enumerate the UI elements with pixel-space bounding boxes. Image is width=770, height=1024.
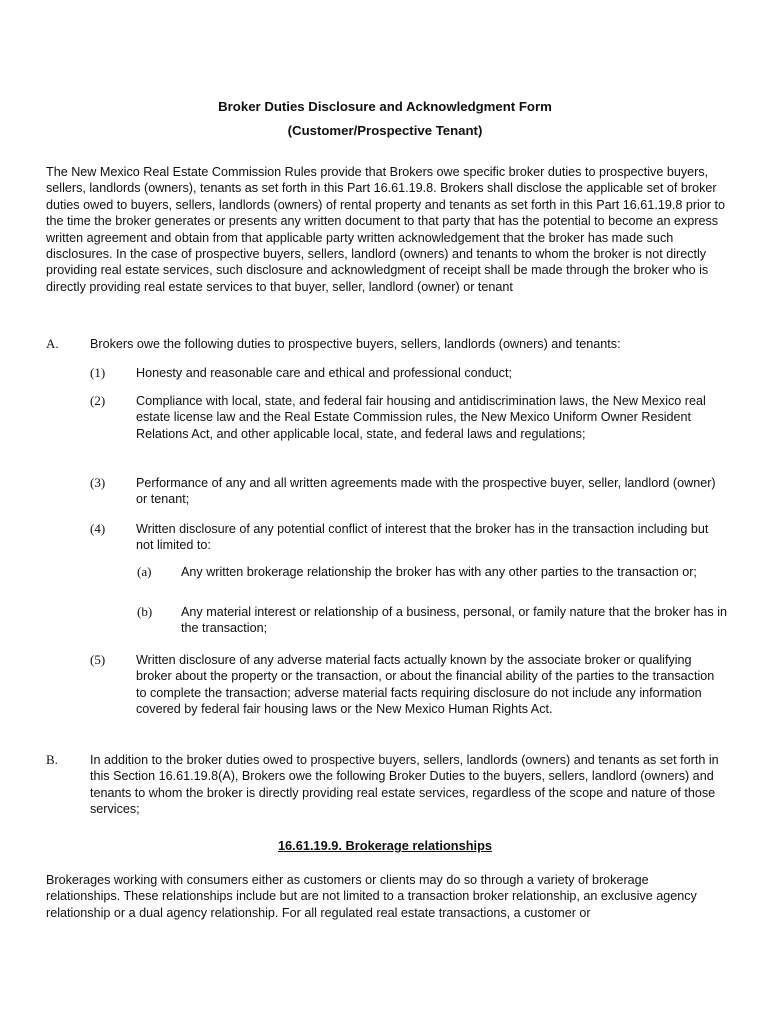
item-4-text: Written disclosure of any potential conflict of interest that the broker has in the transaction including but not limited to: — [136, 522, 709, 553]
item-1-text: Honesty and reasonable care and ethical and professional conduct; — [136, 366, 512, 380]
section-a-marker: A. — [46, 336, 59, 351]
section-b-marker: B. — [46, 752, 58, 767]
item-2-text: Compliance with local, state, and federal fair housing and antidiscrimination laws, the New Mexico real estate license law and the Real Estate Commission rules, the New Mexico Uniform Owner Resident Relations Act, and other applicable local, state, and federal laws and regulations; — [136, 394, 706, 441]
form-title: Broker Duties Disclosure and Acknowledgment Form — [218, 99, 552, 114]
sub-item-b-marker: (b) — [137, 604, 153, 619]
closing-paragraph: Brokerages working with consumers either as customers or clients may do so through a variety of brokerage relationships. These relationships include but are not limited to a transaction broker relationship, an exclusive agency relationship or a dual agency relationship. For all regulated real estate transactions, a customer or — [46, 873, 697, 920]
item-3-marker: (3) — [90, 475, 106, 490]
section-b-text: In addition to the broker duties owed to prospective buyers, sellers, landlords (owners) and tenants as set forth in this Section 16.61.19.8(A), Brokers owe the following Broker Duties to the buyers, sellers, landlord (owners) and tenants to whom the broker is directly providing real estate services, regardless of the scope and nature of those services; — [90, 753, 719, 817]
sub-item-a-text: Any written brokerage relationship the broker has with any other parties to the transaction or; — [181, 565, 697, 579]
section-a-text: Brokers owe the following duties to prospective buyers, sellers, landlords (owners) and tenants: — [90, 337, 621, 351]
sub-item-b-text: Any material interest or relationship of a business, personal, or family nature that the broker has in the transaction; — [181, 605, 728, 636]
item-2-marker: (2) — [90, 393, 106, 408]
item-5-marker: (5) — [90, 652, 106, 667]
item-4-marker: (4) — [90, 521, 106, 536]
intro-paragraph: The New Mexico Real Estate Commission Rules provide that Brokers owe specific broker duties to prospective buyers, sellers, landlords (owners), tenants as set forth in this Part 16.61.19.8. Brokers shall disclose the applicable set of broker duties owed to buyers, sellers, landlords (owners) of rental property and tenants as set forth in this Part 16.61.19.8 prior to the time the broker generates or presents any written document to that party that has the potential to become an express written agreement and obtain from that applicable party written acknowledgement that the broker has made such disclosures. In the case of prospective buyers, sellers, landlord (owners) and tenants to whom the broker is not directly providing real estate services, such disclosure and acknowledgment of receipt shall be made through the broker who is directly providing real estate services to that buyer, seller, landlord (owner) or tenant — [46, 165, 726, 294]
form-subtitle: (Customer/Prospective Tenant) — [287, 123, 483, 138]
item-1-marker: (1) — [90, 365, 106, 380]
section-heading: 16.61.19.9. Brokerage relationships — [277, 838, 493, 853]
item-3-text: Performance of any and all written agreements made with the prospective buyer, seller, landlord (owner) or tenant; — [136, 476, 716, 507]
sub-item-a-marker: (a) — [137, 564, 152, 579]
item-5-text: Written disclosure of any adverse material facts actually known by the associate broker or qualifying broker about the property or the transaction, or about the financial ability of the parties to the transaction to complete the transaction; adverse material facts requiring disclosure do not include any information covered by federal fair housing laws or the New Mexico Human Rights Act. — [136, 653, 715, 717]
